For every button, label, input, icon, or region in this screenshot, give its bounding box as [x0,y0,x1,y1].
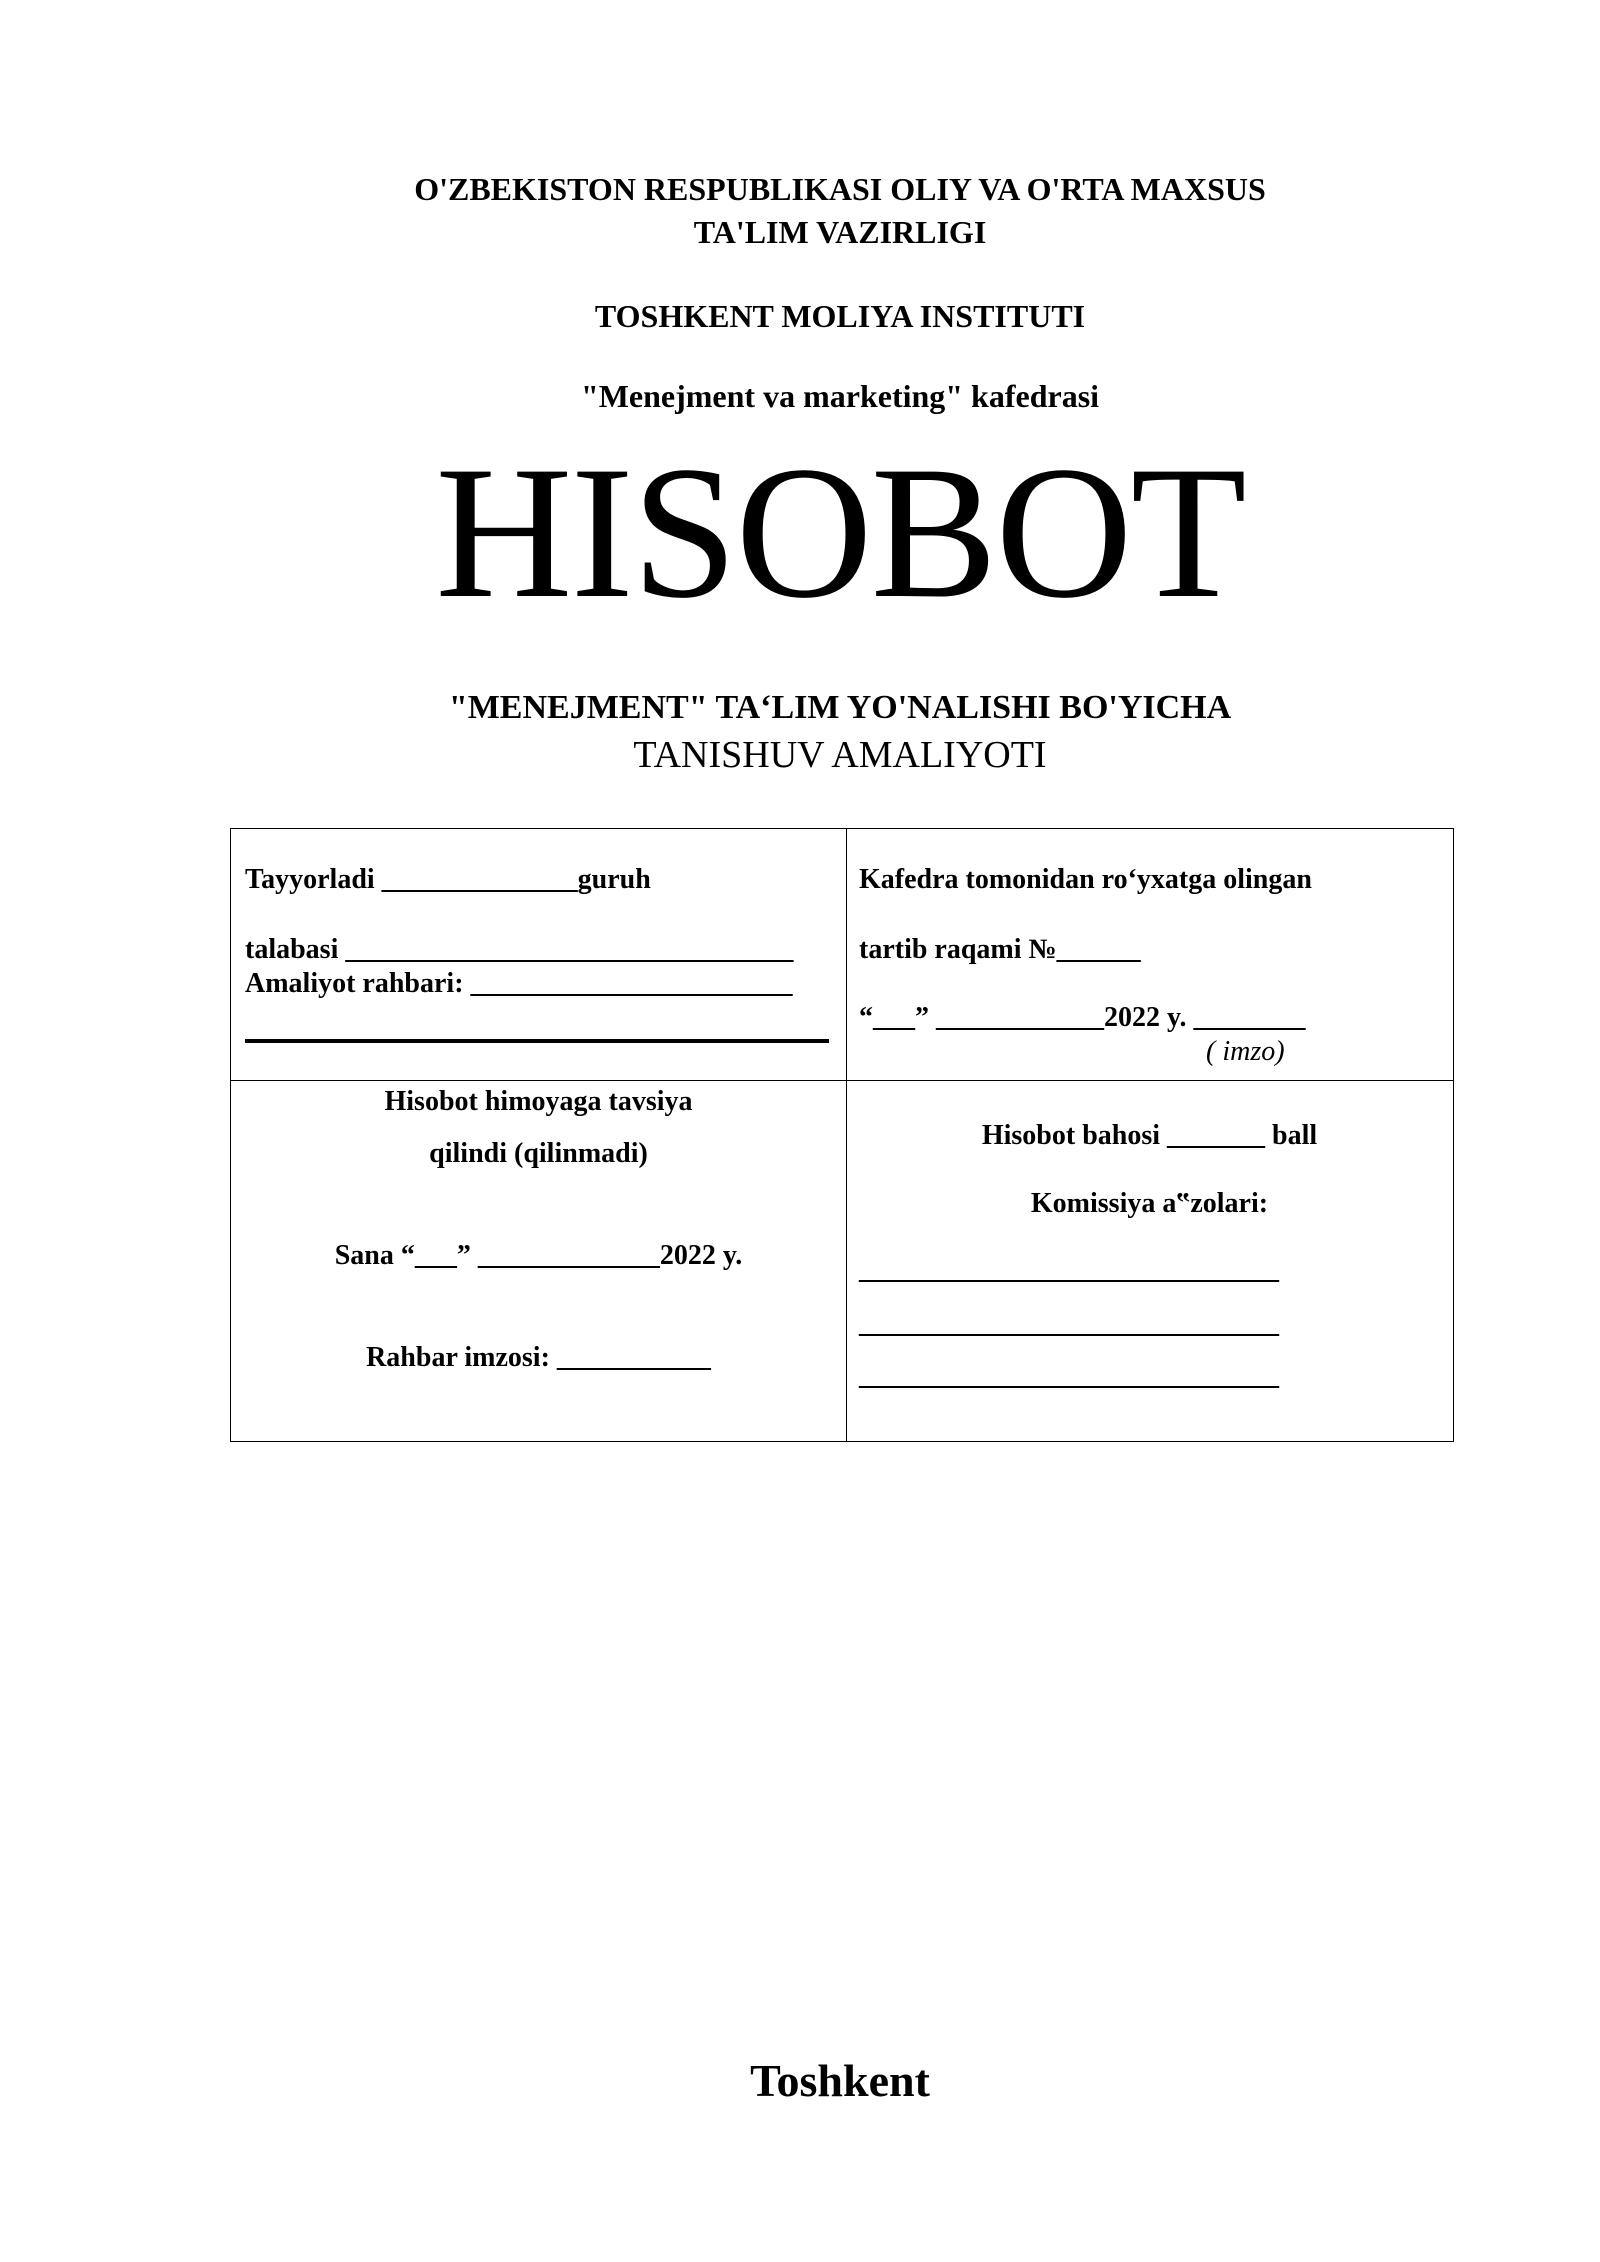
student-name-field[interactable]: talabasi ________________________________ [245,934,794,965]
registration-label: Kafedra tomonidan ro‘yxatga olingan [859,864,1312,895]
ministry-line-1: O'ZBEKISTON RESPUBLIKASI OLIY VA O'RTA MAXSUS [414,171,1266,207]
recommendation-line-1: Hisobot himoyaga tavsiya [384,1086,693,1117]
commission-member-1[interactable]: ______________________________ [859,1254,1279,1285]
order-number-field[interactable]: tartib raqami №______ [859,934,1141,965]
ministry-line-2: TA'LIM VAZIRLIGI [693,214,987,250]
department-name: "Menejment va marketing" kafedrasi [580,378,1100,414]
document-title: HISOBOT [435,428,1245,638]
signature-hint: ( imzo) [1206,1036,1285,1067]
subtitle-line-1: "MENEJMENT" TA‘LIM YO'NALISHI BO'YICHA [448,689,1232,726]
grade-field[interactable]: Hisobot bahosi _______ ball [981,1120,1318,1151]
defense-date-field[interactable]: Sana “___” _____________2022 y. [334,1240,743,1271]
commission-member-2[interactable]: ______________________________ [859,1308,1279,1339]
registration-date-field[interactable]: “___” ____________2022 y. ________ [859,1002,1306,1033]
institute-name: TOSHKENT MOLIYA INSTITUTI [594,298,1086,334]
prepared-by-field[interactable]: Tayyorladi ______________guruh [245,864,651,895]
recommendation-line-2: qilindi (qilinmadi) [429,1138,648,1169]
commission-member-3[interactable]: ______________________________ [859,1360,1279,1391]
supervisor-signature-field[interactable]: Rahbar imzosi: ___________ [366,1342,711,1373]
table-horizontal-divider [231,1080,1453,1081]
ministry-heading [230,168,1450,254]
commission-members-label: Komissiya a‟zolari: [1030,1188,1269,1219]
signature-underline [245,1039,829,1043]
subtitle-line-2: TANISHUV AMALIYOTI [633,734,1047,776]
city-footer: Toshkent [750,2055,930,2106]
supervisor-field[interactable]: Amaliyot rahbari: _______________________ [245,968,793,999]
registration-form-table [230,828,1454,1442]
